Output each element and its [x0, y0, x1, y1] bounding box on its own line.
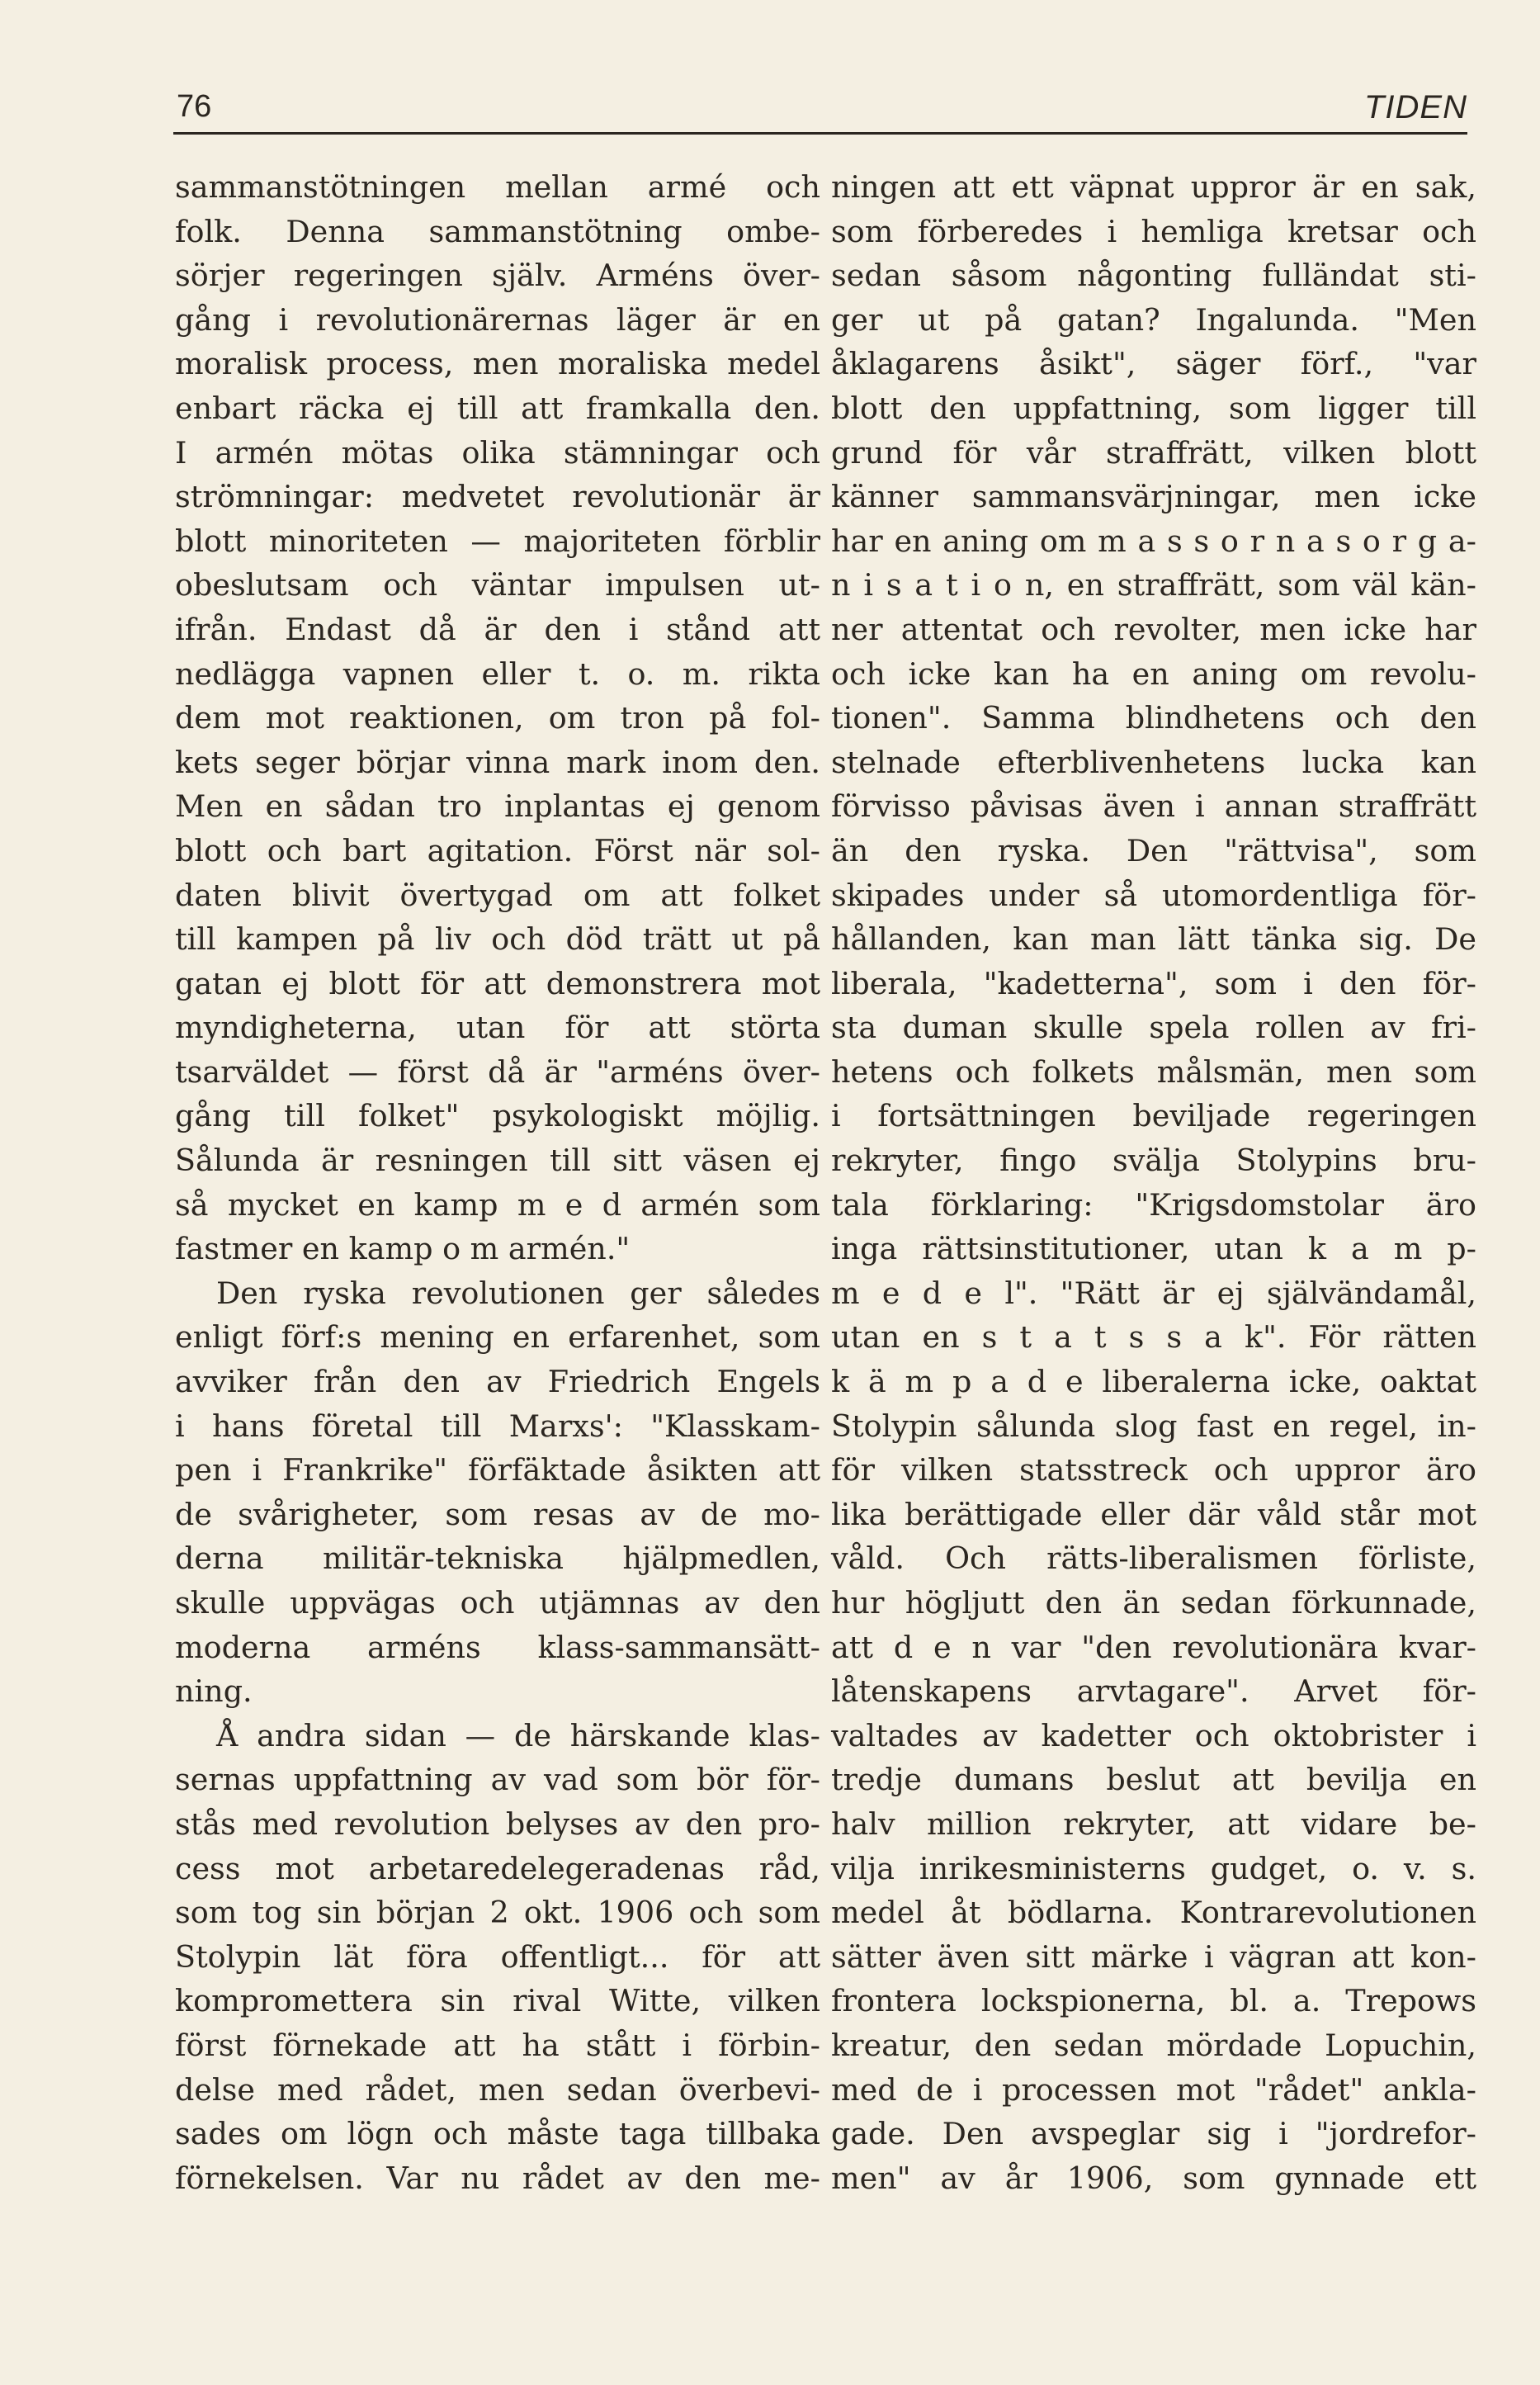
text-line: n i s a t i o n, en straffrätt, som väl kän- — [831, 567, 1476, 603]
text-line: kreatur, den sedan mördade Lopuchin, — [831, 2027, 1476, 2063]
text-line: Men en sådan tro inplantas ej genom — [175, 788, 820, 825]
text-line: avviker från den av Friedrich Engels — [175, 1364, 820, 1400]
text-line: pen i Frankrike" förfäktade åsikten att — [175, 1452, 820, 1488]
text-column-left — [175, 165, 820, 2200]
text-line: valtades av kadetter och oktobrister i — [831, 1717, 1476, 1753]
text-line: sedan såsom någonting fulländat sti- — [831, 258, 1476, 294]
text-line: hur högljutt den än sedan förkunnade, — [831, 1585, 1476, 1621]
text-line: daten blivit övertygad om att folket — [175, 877, 820, 913]
text-line: blott den uppfattning, som ligger till — [831, 390, 1476, 426]
text-line: liberala, "kadetterna", som i den för- — [831, 965, 1476, 1001]
text-line: med de i processen mot "rådet" ankla- — [831, 2071, 1476, 2108]
text-line: I armén mötas olika stämningar och — [175, 434, 820, 471]
text-line: gång i revolutionärernas läger är en — [175, 301, 820, 338]
text-line: ger ut på gatan? Ingalunda. "Men — [831, 301, 1476, 338]
text-line: lika berättigade eller där våld står mot — [831, 1496, 1476, 1532]
text-line: m e d e l". "Rätt är ej självändamål, — [831, 1275, 1476, 1311]
text-line: folk. Denna sammanstötning ombe- — [175, 213, 820, 249]
text-line: blott och bart agitation. Först när sol- — [175, 832, 820, 868]
text-line: grund för vår straffrätt, vilken blott — [831, 434, 1476, 471]
text-line: skipades under så utomordentliga för- — [831, 877, 1476, 913]
text-line: myndigheterna, utan för att störta — [175, 1010, 820, 1046]
text-line: sta duman skulle spela rollen av fri- — [831, 1010, 1476, 1046]
text-line: utan en s t a t s s a k". För rätten — [831, 1319, 1476, 1356]
text-line: känner sammansvärjningar, men icke — [831, 479, 1476, 515]
text-line: låtenskapens arvtagare". Arvet för- — [831, 1673, 1476, 1710]
text-line: sammanstötningen mellan armé och — [175, 169, 820, 205]
text-line: så mycket en kamp m e d armén som — [175, 1186, 820, 1223]
text-line: moralisk process, men moraliska medel — [175, 346, 820, 382]
text-line: Sålunda är resningen till sitt väsen ej — [175, 1143, 820, 1179]
page-header — [173, 81, 1467, 139]
header-rule — [173, 132, 1467, 135]
text-line: medel åt bödlarna. Kontrarevolutionen — [831, 1895, 1476, 1931]
text-line: hållanden, kan man lätt tänka sig. De — [831, 921, 1476, 958]
text-line: än den ryska. Den "rättvisa", som — [831, 832, 1476, 868]
text-line: derna militär-tekniska hjälpmedlen, — [175, 1540, 820, 1577]
running-title: TIDEN — [1364, 89, 1467, 125]
text-line: hetens och folkets målsmän, men som — [831, 1053, 1476, 1090]
text-column-right — [831, 165, 1476, 2200]
text-line: vilja inrikesministerns gudget, o. v. s. — [831, 1850, 1476, 1886]
text-line: ner attentat och revolter, men icke har — [831, 611, 1476, 647]
text-line: de svårigheter, som resas av de mo- — [175, 1496, 820, 1532]
text-line: moderna arméns klass-sammansätt- — [175, 1629, 820, 1665]
page-number: 76 — [177, 89, 212, 124]
text-line: stelnade efterblivenhetens lucka kan — [831, 744, 1476, 780]
text-line: blott minoriteten — majoriteten förblir — [175, 523, 820, 559]
text-line: inga rättsinstitutioner, utan k a m p- — [831, 1231, 1476, 1267]
text-line: delse med rådet, men sedan överbevi- — [175, 2071, 820, 2108]
text-line: gade. Den avspeglar sig i "jordrefor- — [831, 2116, 1476, 2152]
text-line: våld. Och rätts-liberalismen förliste, — [831, 1540, 1476, 1577]
text-line: och icke kan ha en aning om revolu- — [831, 655, 1476, 692]
text-line: obeslutsam och väntar impulsen ut- — [175, 567, 820, 603]
text-line: stås med revolution belyses av den pro- — [175, 1805, 820, 1842]
text-line: först förnekade att ha stått i förbin- — [175, 2027, 820, 2063]
text-line: sades om lögn och måste taga tillbaka — [175, 2116, 820, 2152]
text-line: har en aning om m a s s o r n a s o r g a- — [831, 523, 1476, 559]
text-line: tredje dumans beslut att bevilja en — [831, 1762, 1476, 1798]
text-line: tsarväldet — först då är "arméns över- — [175, 1053, 820, 1090]
text-line: ning. — [175, 1673, 253, 1710]
text-line: att d e n var "den revolutionära kvar- — [831, 1629, 1476, 1665]
text-line: gång till folket" psykologiskt möjlig. — [175, 1098, 820, 1134]
text-line: enligt förf:s mening en erfarenhet, som — [175, 1319, 820, 1356]
text-line: förnekelsen. Var nu rådet av den me- — [175, 2160, 820, 2196]
text-line: i fortsättningen beviljade regeringen — [831, 1098, 1476, 1134]
text-line: för vilken statsstreck och uppror äro — [831, 1452, 1476, 1488]
text-line: åklagarens åsikt", säger förf., "var — [831, 346, 1476, 382]
text-line: dem mot reaktionen, om tron på fol- — [175, 700, 820, 736]
text-line: tala förklaring: "Krigsdomstolar äro — [831, 1186, 1476, 1223]
text-line: rekryter, fingo svälja Stolypins bru- — [831, 1143, 1476, 1179]
text-line: men" av år 1906, som gynnade ett — [831, 2160, 1476, 2196]
text-line: i hans företal till Marxs': "Klasskam- — [175, 1408, 820, 1444]
text-line: förvisso påvisas även i annan straffrätt — [831, 788, 1476, 825]
text-line: som förberedes i hemliga kretsar och — [831, 213, 1476, 249]
text-line: Å andra sidan — de härskande klas- — [216, 1717, 820, 1753]
text-line: kompromettera sin rival Witte, vilken — [175, 1983, 820, 2019]
text-line: Stolypin lät föra offentligt... för att — [175, 1938, 820, 1975]
text-line: ifrån. Endast då är den i stånd att — [175, 611, 820, 647]
text-line: gatan ej blott för att demonstrera mot — [175, 965, 820, 1001]
text-line: fastmer en kamp o m armén." — [175, 1231, 631, 1267]
text-line: som tog sin början 2 okt. 1906 och som — [175, 1895, 820, 1931]
text-line: strömningar: medvetet revolutionär är — [175, 479, 820, 515]
text-line: ningen att ett väpnat uppror är en sak, — [831, 169, 1476, 205]
text-line: sätter även sitt märke i vägran att kon- — [831, 1938, 1476, 1975]
text-line: nedlägga vapnen eller t. o. m. rikta — [175, 655, 820, 692]
text-line: Den ryska revolutionen ger således — [216, 1275, 820, 1311]
text-line: k ä m p a d e liberalerna icke, oaktat — [831, 1364, 1476, 1400]
text-line: cess mot arbetaredelegeradenas råd, — [175, 1850, 820, 1886]
text-line: Stolypin sålunda slog fast en regel, in- — [831, 1408, 1476, 1444]
text-line: kets seger börjar vinna mark inom den. — [175, 744, 820, 780]
text-line: skulle uppvägas och utjämnas av den — [175, 1585, 820, 1621]
text-line: till kampen på liv och död trätt ut på — [175, 921, 820, 958]
text-line: halv million rekryter, att vidare be- — [831, 1805, 1476, 1842]
text-line: sernas uppfattning av vad som bör för- — [175, 1762, 820, 1798]
text-line: frontera lockspionerna, bl. a. Trepows — [831, 1983, 1476, 2019]
text-line: tionen". Samma blindhetens och den — [831, 700, 1476, 736]
text-line: enbart räcka ej till att framkalla den. — [175, 390, 820, 426]
text-line: sörjer regeringen själv. Arméns över- — [175, 258, 820, 294]
